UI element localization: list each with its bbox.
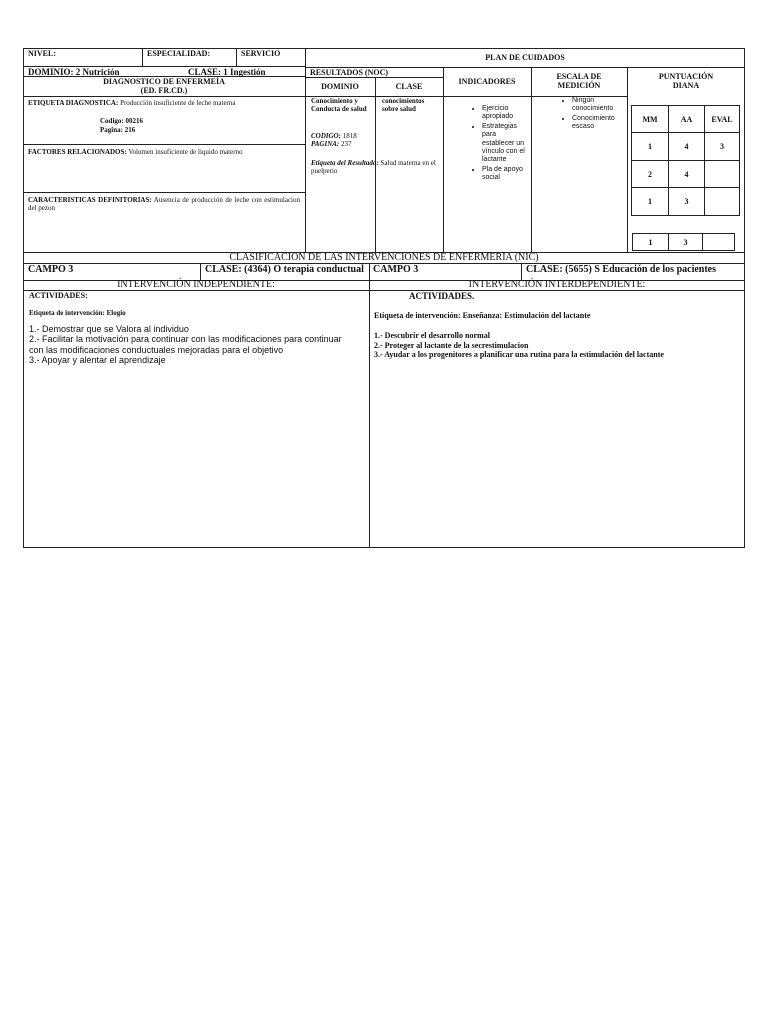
noc-pagina: PAGINA: 237 <box>311 140 352 148</box>
noc-dominio-line1: Conocimiento y <box>311 97 358 105</box>
escala-list <box>558 97 626 133</box>
servicio-label: SERVICIO <box>241 49 281 58</box>
puntuacion-cell: 4 <box>668 160 705 188</box>
campo-right: CAMPO 3 <box>373 264 419 275</box>
left-etiqueta-intervencion: Etiqueta de intervención: Elogio <box>29 309 126 317</box>
diagnostico-header: DIAGNOSTICO DE ENFERMEÍA <box>103 77 225 86</box>
indicadores-list <box>468 105 530 184</box>
puntuacion-cell <box>704 187 740 216</box>
list-item: con las modificaciones conductuales mejoradas para el objetivo <box>29 344 284 355</box>
noc-codigo: CODIGO: 1818 <box>311 132 357 140</box>
list-item: 1.- Demostrar que se Valora al individuo <box>29 324 189 334</box>
factores-relacionados: FACTORES RELACIONADOS: Volumen insuficiente de liquido materno <box>28 148 243 156</box>
nivel-label: NIVEL: <box>28 49 57 58</box>
right-activities-list <box>374 331 664 360</box>
clase-left: CLASE: (4364) O terapia conductual <box>205 264 364 275</box>
left-activities-list <box>29 324 342 365</box>
puntuacion-header-mm: MM <box>631 105 669 133</box>
noc-dominio-header: DOMINIO <box>321 82 359 91</box>
escala-header-line2: MEDICIÓN <box>557 81 601 90</box>
puntuacion-cell: 1 <box>631 132 669 161</box>
list-item: • Estrategias para establecer un vínculo con el lactante <box>482 123 530 165</box>
diagnostico-subheader: (ED. FR.CD.) <box>140 86 188 95</box>
list-item: 1.- Descubrir el desarrollo normal <box>374 331 490 340</box>
list-item: 3.- Ayudar a los progenitores a planificar una rutina para la estimulación del lactante <box>374 350 664 360</box>
list-item: • Conocimiento escaso <box>572 115 626 132</box>
caracteristicas-definitorias: CARACTERISTICAS DEFINITORIAS: Ausencia de producción de leche con estimulacion del pezon <box>28 196 300 213</box>
puntuacion-cell: 4 <box>668 132 705 161</box>
plan-title: PLAN DE CUIDADOS <box>485 53 565 62</box>
intervencion-independiente: INTERVENCIÓN INDEPENDIENTE: <box>117 279 275 290</box>
left-actividades-label: ACTIVIDADES: <box>29 291 88 300</box>
puntuacion-header-eval: EVAL <box>704 105 740 133</box>
list-item: 2.- Proteger al lactante de la secrestimulacion <box>374 340 529 350</box>
intervencion-interdependiente: INTERVENCIÓN INTERDEPENDIENTE: <box>468 279 646 290</box>
right-etiqueta-intervencion: Etiqueta de intervención: Enseñanza: Estimulación del lactante <box>374 311 591 320</box>
clase-right: CLASE: (5655) S Educación de los pacientes <box>526 264 717 275</box>
puntuacion-cell: 1 <box>631 187 669 216</box>
clase-label: CLASE: 1 Ingestión <box>188 67 266 77</box>
puntuacion-header-line2: DIANA <box>672 81 700 90</box>
puntuacion-header-line1: PUNTUACIÓN <box>658 72 714 81</box>
puntuacion-cell: 2 <box>631 160 669 188</box>
list-item: • Ejercicio apropiado <box>482 105 530 122</box>
dominio-label: DOMINIO: 2 Nutrición <box>28 67 120 77</box>
puntuacion-extra-cell: 1 <box>632 233 669 251</box>
campo-left: CAMPO 3 <box>28 264 74 275</box>
noc-dominio-line2: Conducta de salud <box>311 105 367 113</box>
resultados-noc-label: RESULTADOS (NOC) <box>310 68 389 77</box>
list-item: 2.- Facilitar la motivación para continuar con las modificaciones para continuar <box>29 334 342 345</box>
puntuacion-cell: 3 <box>668 187 705 216</box>
indicadores-header: INDICADORES <box>458 77 516 86</box>
noc-clase-line1: conocimientos <box>382 97 425 105</box>
escala-header-line1: ESCALA DE <box>556 72 602 81</box>
nic-title: CLASIFICACION DE LAS INTERVENCIONES DE ENFERMERIA (NIC) <box>229 252 539 263</box>
puntuacion-header-aa: AA <box>668 105 705 133</box>
etiqueta-diagnostica: ETIQUETA DIAGNOSTICA: Producción insuficiente de leche materna <box>28 99 236 107</box>
diagnostico-codigo: Codigo: 00216 <box>100 117 143 125</box>
right-actividades-label: ACTIVIDADES. <box>409 291 475 301</box>
list-item: 3.- Apoyar y alentar el aprendizaje <box>29 355 166 366</box>
noc-etiqueta-resultado: Etiqueta del Resultado: Salud materna en el puelperio <box>311 159 436 176</box>
especialidad-label: ESPECIALIDAD: <box>147 49 211 58</box>
list-item: • Pla de apoyo social <box>482 166 530 183</box>
puntuacion-extra-cell <box>702 233 735 251</box>
puntuacion-cell: 3 <box>704 132 740 161</box>
noc-clase-line2: sobre salud <box>382 105 416 113</box>
puntuacion-extra-cell: 3 <box>668 233 703 251</box>
puntuacion-cell <box>704 160 740 188</box>
noc-clase-header: CLASE <box>395 82 423 91</box>
list-item: • Ningún conocimiento <box>572 97 626 114</box>
diagnostico-pagina: Pagina: 216 <box>100 126 136 134</box>
